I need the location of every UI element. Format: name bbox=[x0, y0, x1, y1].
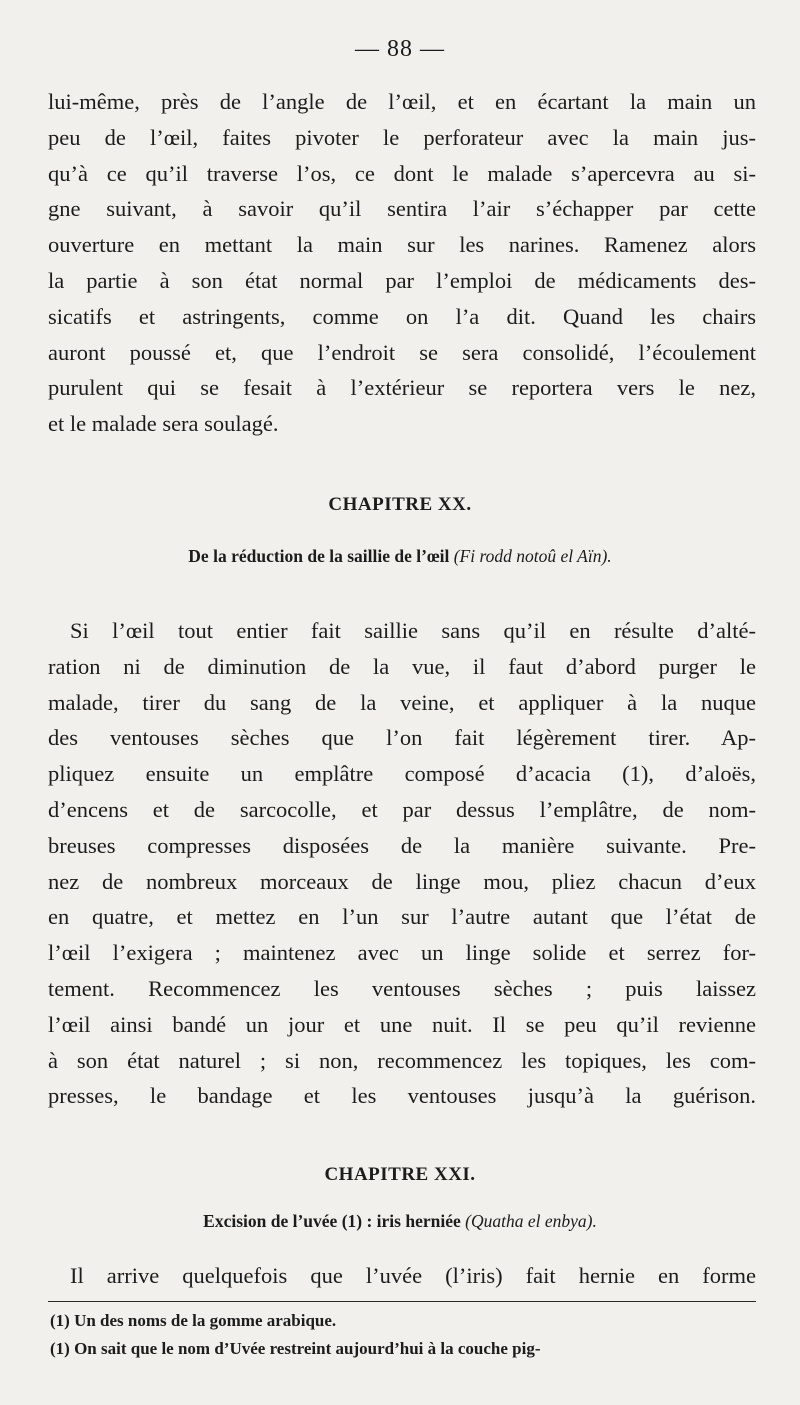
text-line: malade, tirer du sang de la veine, et appliquer à la nuque bbox=[48, 689, 756, 715]
text-line: presses, le bandage et les ventouses jusqu’à la guérison. bbox=[48, 1083, 756, 1109]
chapter-subtitle bbox=[0, 1211, 800, 1232]
text-line: purulent qui se fesait à l’extérieur se reportera vers le nez, bbox=[48, 375, 756, 401]
text-line: Il arrive quelquefois que l’uvée (l’iris) fait hernie en forme bbox=[70, 1263, 756, 1288]
subtitle-text: Excision de l’uvée (1) : iris herniée bbox=[203, 1211, 461, 1231]
text-line: nez de nombreux morceaux de linge mou, pliez chacun d’eux bbox=[48, 868, 756, 894]
page-number: — 88 — bbox=[355, 36, 445, 62]
text-line: des ventouses sèches que l’on fait légèrement tirer. Ap- bbox=[48, 725, 756, 751]
footnote: (1) Un des noms de la gomme arabique. bbox=[50, 1311, 337, 1330]
footnote: (1) On sait que le nom d’Uvée restreint aujourd’hui à la couche pig- bbox=[50, 1339, 541, 1358]
text-line: à son état naturel ; si non, recommencez les topiques, les com- bbox=[48, 1047, 756, 1073]
subtitle-text: De la réduction de la saillie de l’œil bbox=[188, 546, 450, 566]
text-line: breuses compresses disposées de la manière suivante. Pre- bbox=[48, 832, 756, 858]
text-line: gne suivant, à savoir qu’il sentira l’air s’échapper par cette bbox=[48, 196, 756, 222]
text-line: lui-même, près de l’angle de l’œil, et en écartant la main un bbox=[48, 89, 756, 114]
text-line: l’œil ainsi bandé un jour et une nuit. Il se peu qu’il revienne bbox=[48, 1011, 756, 1037]
text-line: et le malade sera soulagé. bbox=[48, 411, 279, 437]
footnote-rule bbox=[48, 1301, 756, 1302]
paragraph bbox=[48, 613, 756, 1114]
paragraph-continued bbox=[48, 84, 756, 442]
text-line: en quatre, et mettez en l’un sur l’autre autant que l’état de bbox=[48, 904, 756, 930]
text-line: l’œil l’exigera ; maintenez avec un linge solide et serrez for- bbox=[48, 940, 756, 966]
text-line: ouverture en mettant la main sur les narines. Ramenez alors bbox=[48, 232, 756, 258]
chapter-subtitle bbox=[0, 546, 800, 567]
subtitle-arabic: (Quatha el enbya). bbox=[465, 1211, 597, 1231]
chapter-heading: CHAPITRE XX. bbox=[328, 494, 472, 515]
text-line: la partie à son état normal par l’emploi de médicaments des- bbox=[48, 267, 756, 293]
text-line: peu de l’œil, faites pivoter le perforateur avec la main jus- bbox=[48, 124, 756, 150]
text-line: d’encens et de sarcocolle, et par dessus l’emplâtre, de nom- bbox=[48, 796, 756, 822]
text-line: ration ni de diminution de la vue, il faut d’abord purger le bbox=[48, 653, 756, 679]
text-line: auront poussé et, que l’endroit se sera consolidé, l’écoulement bbox=[48, 339, 756, 365]
text-line: qu’à ce qu’il traverse l’os, ce dont le malade s’apercevra au si- bbox=[48, 160, 756, 186]
text-line: Si l’œil tout entier fait saillie sans qu’il en résulte d’alté- bbox=[70, 618, 756, 643]
text-line: pliquez ensuite un emplâtre composé d’acacia (1), d’aloës, bbox=[48, 761, 756, 787]
chapter-heading: CHAPITRE XXI. bbox=[324, 1164, 476, 1185]
subtitle-arabic: (Fi rodd notoû el Aïn). bbox=[453, 546, 612, 566]
text-line: tement. Recommencez les ventouses sèches ; puis laissez bbox=[48, 975, 756, 1001]
paragraph bbox=[48, 1258, 756, 1294]
text-line: sicatifs et astringents, comme on l’a dit. Quand les chairs bbox=[48, 303, 756, 329]
